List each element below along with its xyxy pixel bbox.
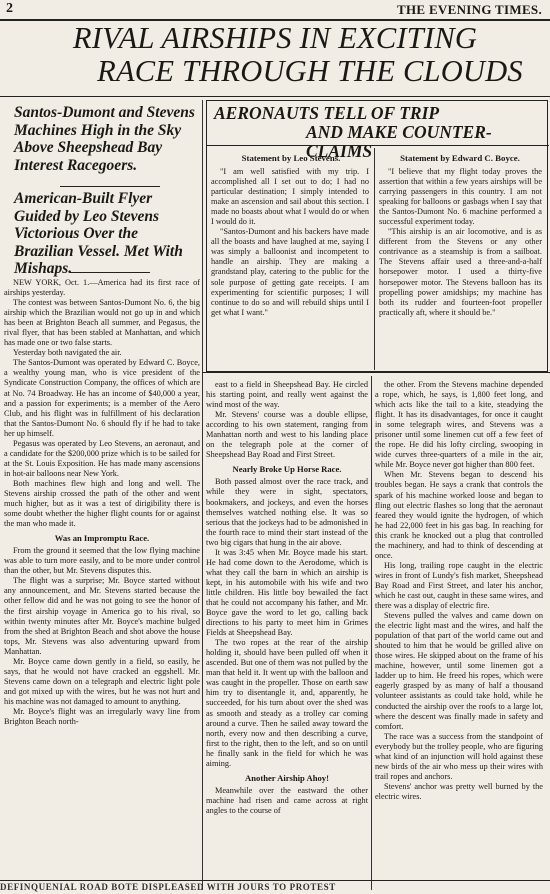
byline-stevens: Statement by Leo Stevens. <box>241 153 341 163</box>
main-story-column <box>4 278 200 890</box>
statement-paragraph: "I am well satisfied with my trip. I accomplished all I set out to do; I had no particular destination; I simply intended to make an ascension and sail about this section. I made no boasts about what I would do or when I would do it. <box>211 167 369 227</box>
box-bottom-rule <box>202 372 550 373</box>
column-rule <box>371 376 372 890</box>
story-paragraph: When Mr. Stevens began to descend his troubles began. He says a crank that controls the spark of his machine worked loose and began to fling out electric flashes so long that the aeronaut feared they would ignite the hydrogen, of which he had 22,000 feet in his gas bag. In reaching for this crank he knocked out a plug that controlled the machinery, and had to think of descending at once. <box>375 470 543 560</box>
story-paragraph: Both passed almost over the race track, and while they were in sight, spectators, bookmakers, and jockeys, and even the horses themselves watched nothing else. It was so serious that the jockeys had to be admonished in the fourth race to mind their start instead of the two big cigars that hung in the air above. <box>206 477 368 547</box>
story-paragraph: Mr. Stevens' course was a double ellipse, according to his own statement, ranging from Manhattan north and west to his landing place on the telegraph pole at the corner of Sheepshead Bay Road and First Street. <box>206 410 368 460</box>
story-paragraph: NEW YORK, Oct. 1.—America had its first race of airships yesterday. <box>4 278 200 298</box>
story-paragraph: Yesterday both navigated the air. <box>13 348 122 358</box>
box-headline-rule <box>206 145 549 146</box>
story-paragraph: The two ropes at the rear of the airship holding it, should have been pulled off when it ascended. But one of them was not pulled by the man that held it. It went up with the balloon and was caught in the propeller. Those on earth saw him try to disentangle it, and, apparently, he succeeded, for his turn about over the shed was as smooth and steady as a trolley car coming around a curve. Then he sailed away toward the north, every now and then describing a curve, first to the right, then to the left, and so on until he finally sank in the field for which he was aiming. <box>206 638 368 768</box>
deck-divider <box>70 272 150 273</box>
story-column-2 <box>206 380 368 890</box>
column-rule <box>202 100 203 890</box>
story-paragraph: Meanwhile over the eastward the other machine had risen and came across at right angles to the course of <box>206 785 368 815</box>
statement-paragraph: "This airship is an air locomotive, and is as different from the Stevens or any other contrivance as a steamship is from a sailboat. The Stevens affair used a three-and-a-half horsepower motor. I used a thirty-five horsepower motor. The Stevens balloon has its propelling power amidships; my machine has both its rudder and fourteen-foot propeller practically aft, where it should be." <box>379 227 542 317</box>
story-paragraph: Both machines flew high and long and well. The Stevens airship crossed the path of the other and went much higher, but as it was a test of dirigibility there is some doubt whether the higher flight counts for or against the man who made it. <box>4 478 200 529</box>
story-paragraph: It was 3:45 when Mr. Boyce made his start. He had come down to the Aerodome, which is what they call the barn in which an airship is kept, in his automobile with his wife and two little children. His little boy bewailed the fact that he could not accompany his father, and Mr. Boyce gave the word to let go, calling back directions to his party to meet him in Grimes Fields at Sheepshead Bay. <box>206 547 368 638</box>
box-column-rule <box>374 148 375 370</box>
story-paragraph: Mr. Boyce's flight was an irregularly wavy line from Brighton Beach north- <box>4 706 200 727</box>
newspaper-name: THE EVENING TIMES. <box>397 2 542 17</box>
box-headline-line-2: AND MAKE COUNTER-CLAIMS <box>306 122 492 161</box>
byline-boyce: Statement by Edward C. Boyce. <box>400 153 520 163</box>
stevens-statement <box>211 167 369 367</box>
deck-primary: Santos-Dumont and Stevens Machines High in the Sky Above Sheepshead Bay Interest Racegoers. <box>14 104 195 174</box>
story-paragraph: Pegasus was operated by Leo Stevens, an aeronaut, and a candidate for the $200,000 prize which is to be sailed for at the St. Louis Exposition. He has made many ascensions in hot-air balloons near New York. <box>4 438 200 478</box>
story-paragraph: Stevens' anchor was pretty well burned by the electric wires. <box>375 781 543 801</box>
bottom-rule <box>0 880 550 881</box>
headline-rule <box>0 96 550 97</box>
headline <box>0 22 550 88</box>
boyce-statement <box>379 167 542 367</box>
story-paragraph: The Santos-Dumont was operated by Edward C. Boyce, a wealthy young man, who is vice president of the Syndicate Construction Company, the offices of which are at No. 74 Broadway. He has an income of $40,000 a year, and a passion for experiments; is a member of the Aero Club, and his flight was in fulfillment of his declaration that the Santos-Dumont No. 6 should fly if he had to take her up himself. <box>4 358 200 438</box>
deck-divider <box>60 186 160 187</box>
headline-line-1: RIVAL AIRSHIPS IN EXCITING <box>72 21 478 55</box>
page-number: 2 <box>6 1 13 16</box>
story-paragraph: Mr. Boyce came down gently in a field, so easily, he says, that he would not have cracked an eggshell. Mr. Stevens came down on a telegraph and electric light pole and got mixed up with the wires, but he was not hurt and his machine was not damaged to amount to anything. <box>4 656 200 706</box>
story-paragraph: His long, trailing rope caught in the electric wires in front of Lundy's fish market, Sheepshead Bay Road and First Street, and later his anchor, which he cast out, caught in these same wires, and there was a display of electric fire. <box>375 560 543 611</box>
statement-paragraph: "I believe that my flight today proves the assertion that within a few years airships will be carrying passengers in this country. I am not speaking for balloons or gasbags when I say that the Santos-Dumont No. 6 machine performed a successful experiment today. <box>379 167 542 227</box>
story-paragraph: The flight was a surprise; Mr. Boyce started without any announcement, and Mr. Stevens started because the other fellow did and he was not going to see the honor of the first airship voyage in America go to his rival, so within twenty minutes after Mr. Boyce's machine bulged from the shed at Brighton Beach and shot above the house tops, Mr. Stevens was also adventuring upward from Manhattan. <box>4 576 200 656</box>
deck-secondary: American-Built Flyer Guided by Leo Stevens Victorious Over the Brazilian Vessel. Met With Mishaps. <box>14 190 183 277</box>
subhead: Nearly Broke Up Horse Race. <box>232 464 342 475</box>
subhead: Another Airship Ahoy! <box>245 772 329 783</box>
headline-line-2: RACE THROUGH THE CLOUDS <box>97 54 523 88</box>
story-paragraph: The contest was between Santos-Dumont No. 6, the big airship which the Brazilian would not go up in and which has been at Brighton Beach all summer, and Pegasus, the rival flyer, that has been stabled at Manhattan, and which has made one or two false starts. <box>4 298 200 348</box>
story-paragraph: the other. From the Stevens machine depended a rope, which, he says, is 1,800 feet long, and which acts like the tail to a kite, steadying the flight. It has its disadvantages, for once it caught in some telegraph wires, and Stevens was a prisoner until some linemen cut off a few feet of the rope. He did his lofty circling, swooping in wide curves three-quarters of a mile in the air, while Mr. Boyce never got higher than 800 feet. <box>375 380 543 470</box>
next-headlines-strip: DEFINQUENIAL ROAD BOTE DISPLEASED WITH JOURS TO PROTEST <box>0 882 336 892</box>
subhead: Was an Impromptu Race. <box>54 533 150 544</box>
story-paragraph: east to a field in Sheepshead Bay. He circled his starting point, and really went against the wind most of the way. <box>206 380 368 410</box>
box-headline-line-1: AERONAUTS TELL OF TRIP <box>214 103 440 123</box>
story-paragraph: Stevens pulled the valves and came down on the electric light mast and the wires, and half the population of that part of the world came out and shouted to him that he would be grilled alive on those wires. He skipped about on the frame of his machine, however, until some linemen got a ladder up to him. He freed his ropes, which were eagerly grasped by as many of half a thousand volunteer assistants as could take hold, while he conducted the airship over the roofs to a large lot, where the descent was finally made in safety and comfort. <box>375 611 543 731</box>
story-paragraph: From the ground it seemed that the low flying machine was able to turn more easily, and to be more under control than the other, but Mr. Stevens disputes this. <box>4 546 200 576</box>
statement-paragraph: "Santos-Dumont and his backers have made all the boasts and have laughed at me, saying I was simply a balloonist and incompetent to handle an airship. They are making a grandstand play, catering to the public for the sole purpose of getting gate receipts. I am experimenting for scientific purposes; I will continue to do so and will rebuild ships until I get what I want." <box>211 227 369 317</box>
story-column-3 <box>375 380 543 890</box>
story-paragraph: The race was a success from the standpoint of everybody but the trolley people, who are figuring what kind of an injunction will hold against these new birds of the air who mess up their wires with trail ropes and anchors. <box>375 731 543 781</box>
